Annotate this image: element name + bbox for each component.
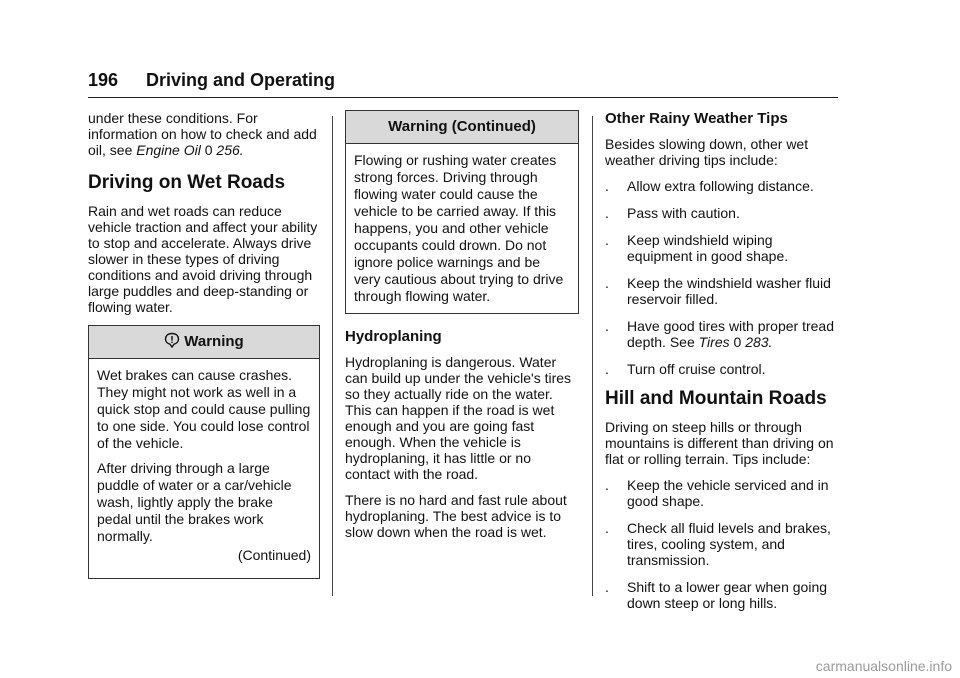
column-2 — [345, 110, 579, 550]
page-number: 196 — [88, 70, 119, 90]
list-item: . Keep windshield wiping equipment in good shape. — [605, 232, 789, 264]
column-3 — [605, 110, 840, 622]
rainy-tips-list — [605, 178, 840, 377]
heading-hill-mountain: Hill and Mountain Roads — [605, 388, 827, 409]
warning-header — [89, 326, 319, 359]
header-rule — [88, 97, 838, 98]
list-item: . Have good tires with proper tread depth. See Tires 0 283. — [605, 318, 834, 350]
hydroplaning-paragraph-1: Hydroplaning is dangerous. Water can build up under the vehicle's tires so they actually ride on the water. This can happen if the road is wet enough and you are going fast enough. When the vehicle is hydroplaning, it has little or no contact with the road. — [345, 354, 572, 482]
column-1 — [88, 110, 320, 593]
continued-label: (Continued) — [237, 547, 311, 563]
column-divider-2 — [592, 116, 593, 596]
heading-hydroplaning: Hydroplaning — [345, 328, 442, 345]
warning-continued-header: Warning (Continued) — [346, 111, 578, 144]
hill-mountain-intro: Driving on steep hills or through mountains is different than driving on flat or rolling terrain. Tips include: — [605, 419, 834, 467]
ref-glyph: 0 — [204, 142, 213, 158]
list-item: . Pass with caution. — [605, 205, 740, 221]
tires-link[interactable]: Tires — [698, 334, 730, 350]
warning-paragraph-2: After driving through a large puddle of water or a car/vehicle wash, lightly apply the brake pedal until the brakes work normally. — [97, 460, 292, 544]
warning-body — [89, 359, 319, 578]
list-item: . Check all fluid levels and brakes, tires, cooling system, and transmission. — [605, 520, 831, 568]
warning-speech-bubble-icon — [164, 332, 180, 348]
page-header — [88, 70, 838, 98]
warning-paragraph-1: Wet brakes can cause crashes. They might not work as well in a quick stop and could cause pulling to one side. You could lose control of the vehicle. — [97, 367, 311, 451]
heading-rainy-tips: Other Rainy Weather Tips — [605, 110, 788, 127]
intro-paragraph: under these conditions. For information on how to check and add oil, see Engine Oil 0 256. — [88, 110, 317, 158]
ref-glyph: 0 — [733, 334, 742, 350]
hydroplaning-paragraph-2: There is no hard and fast rule about hydroplaning. The best advice is to slow down when the road is wet. — [345, 492, 567, 540]
list-item: . Turn off cruise control. — [605, 361, 766, 377]
warning-continued-body — [346, 144, 578, 313]
warning-title: Warning — [184, 333, 244, 350]
watermark: carmanualsonline.info — [815, 658, 952, 674]
rainy-tips-intro: Besides slowing down, other wet weather driving tips include: — [605, 136, 809, 168]
hill-tips-list — [605, 477, 840, 611]
engine-oil-page-ref[interactable]: 256. — [216, 142, 244, 158]
warning-continued-box — [345, 110, 579, 314]
heading-wet-roads: Driving on Wet Roads — [88, 172, 286, 193]
warning-box — [88, 325, 320, 579]
engine-oil-link[interactable]: Engine Oil — [136, 142, 201, 158]
list-item: . Keep the windshield washer fluid reservoir filled. — [605, 275, 831, 307]
list-item: . Allow extra following distance. — [605, 178, 814, 194]
column-divider-1 — [332, 116, 333, 596]
section-title: Driving and Operating — [146, 70, 336, 90]
wet-roads-paragraph: Rain and wet roads can reduce vehicle traction and affect your ability to stop and accelerate. Always drive slower in these types of driving conditions and avoid driving through large puddles and deep-standing or flowing water. — [88, 203, 318, 315]
list-item: . Shift to a lower gear when going down steep or long hills. — [605, 579, 828, 611]
tires-page-ref[interactable]: 283. — [745, 334, 773, 350]
warning-continued-paragraph: Flowing or rushing water creates strong forces. Driving through flowing water could cause the vehicle to be carried away. If this happens, you and other vehicle occupants could drown. Do not ignore police warnings and be very cautious about trying to drive through flowing water. — [354, 152, 564, 304]
list-item: . Keep the vehicle serviced and in good shape. — [605, 477, 829, 509]
